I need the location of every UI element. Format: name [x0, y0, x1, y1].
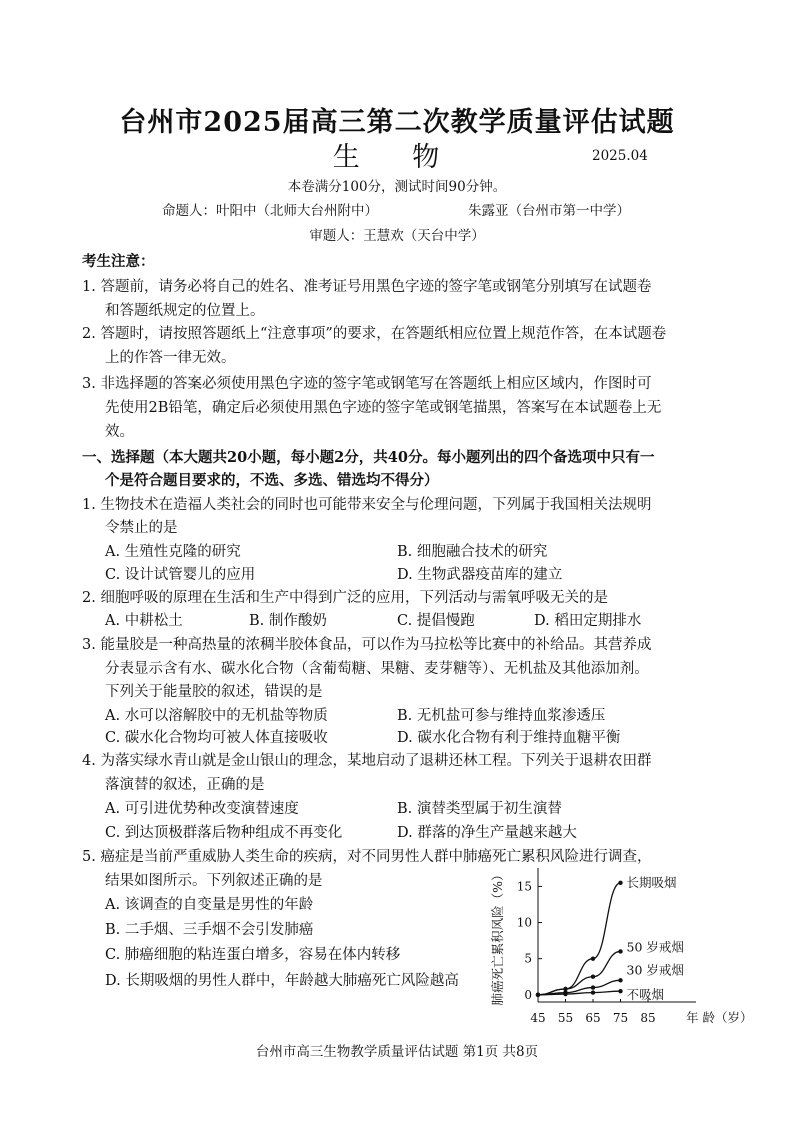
q3-option-d: D. 碳水化合物有利于维持血糖平衡 — [397, 730, 621, 746]
q2-option-d: D. 稻田定期排水 — [534, 613, 642, 629]
series-1-point-2 — [591, 975, 595, 979]
x-tick-label-45: 45 — [530, 1011, 546, 1025]
y-tick-label-10: 10 — [516, 915, 532, 930]
notice-item-3-line3: 效。 — [105, 424, 134, 440]
authors-left: 命题人：叶阳中（北师大台州附中） — [162, 203, 378, 219]
y-tick-label-5: 5 — [524, 951, 532, 966]
q4-stem-line1: 4. 为落实绿水青山就是金山银山的理念，某地启动了退耕还林工程。下列关于退耕农田群 — [82, 753, 652, 769]
q1-stem-line2: 令禁止的是 — [105, 520, 178, 536]
q1-option-b: B. 细胞融合技术的研究 — [397, 544, 548, 560]
y-tick-label-15: 15 — [516, 879, 532, 894]
q2-option-b: B. 制作酸奶 — [249, 613, 327, 629]
q1-option-d: D. 生物武器疫苗库的建立 — [397, 567, 563, 583]
exam-date: 2025.04 — [592, 148, 648, 164]
q2-option-c: C. 提倡慢跑 — [397, 613, 475, 629]
q5-stem-line1: 5. 癌症是当前严重威胁人类生命的疾病，对不同男性人群中肺癌死亡累积风险进行调查， — [82, 849, 652, 865]
page-footer: 台州市高三生物教学质量评估试题 第1页 共8页 — [255, 1044, 539, 1060]
lung-cancer-risk-chart — [488, 862, 753, 1032]
q4-option-b: B. 演替类型属于初生演替 — [397, 801, 562, 817]
x-tick-label-65: 65 — [585, 1011, 601, 1025]
notice-item-1-line1: 1. 答题前，请务必将自己的姓名、准考证号用黑色字迹的签字笔或钢笔分别填写在试题卷 — [82, 279, 652, 295]
q5-stem-line2: 结果如图所示。下列叙述正确的是 — [105, 873, 323, 889]
series-label-2: 30 岁戒烟 — [626, 962, 684, 978]
x-tick-label-75: 75 — [612, 1011, 629, 1025]
series-0-point-2 — [591, 956, 595, 960]
q1-option-a: A. 生殖性克隆的研究 — [105, 544, 241, 560]
q3-option-c: C. 碳水化合物均可被人体直接吸收 — [105, 730, 328, 746]
q3-option-a: A. 水可以溶解胶中的无机盐等物质 — [105, 708, 328, 724]
series-2-point-2 — [591, 985, 595, 989]
series-2-point-3 — [618, 978, 622, 982]
exam-info: 本卷满分100分，测试时间90分钟。 — [287, 179, 507, 195]
section1-heading-line1: 一、选择题（本大题共20小题，每小题2分，共40分。每小题列出的四个备选项中只有一 — [82, 449, 655, 466]
section1-heading-line2: 个是符合题目要求的，不选、多选、错选均不得分） — [105, 472, 439, 489]
q4-option-a: A. 可引进优势种改变演替速度 — [105, 801, 299, 817]
q1-stem-line1: 1. 生物技术在造福人类社会的同时也可能带来安全与伦理问题，下列属于我国相关法规明 — [82, 497, 652, 513]
series-3-point-2 — [591, 990, 595, 994]
authors-right: 朱露亚（台州市第一中学） — [468, 203, 630, 219]
reviewer: 审题人：王慧欢（天台中学） — [309, 228, 485, 244]
series-3-point-0 — [536, 993, 540, 997]
q4-stem-line2: 落演替的叙述，正确的是 — [105, 777, 265, 793]
series-label-0: 长期吸烟 — [626, 874, 677, 890]
series-label-3: 不吸烟 — [626, 987, 665, 1003]
q4-option-d: D. 群落的净生产量越来越大 — [397, 825, 577, 841]
q4-option-c: C. 到达顶极群落后物种组成不再变化 — [105, 825, 343, 841]
series-1-point-3 — [618, 949, 622, 953]
q3-stem-line3: 下列关于能量胶的叙述，错误的是 — [105, 684, 323, 700]
q2-stem: 2. 细胞呼吸的原理在生活和生产中得到广泛的应用，下列活动与需氧呼吸无关的是 — [82, 590, 608, 606]
q1-option-c: C. 设计试管婴儿的应用 — [105, 567, 256, 583]
notice-heading: 考生注意： — [82, 253, 155, 270]
q3-stem-line2: 分表显示含有水、碳水化合物（含葡萄糖、果糖、麦芽糖等）、无机盐及其他添加剂。 — [105, 661, 649, 677]
q5-option-d: D. 长期吸烟的男性人群中，年龄越大肺癌死亡风险越高 — [105, 973, 459, 989]
series-3-point-1 — [563, 992, 567, 996]
series-0-point-3 — [618, 881, 622, 885]
subject-title: 生 物 — [332, 142, 462, 173]
q5-option-c: C. 肺癌细胞的粘连蛋白增多，容易在体内转移 — [105, 947, 401, 963]
series-3-point-3 — [618, 989, 622, 993]
series-label-1: 50 岁戒烟 — [626, 939, 684, 955]
x-tick-label-55: 55 — [557, 1011, 574, 1025]
notice-item-3-line1: 3. 非选择题的答案必须使用黑色字迹的签字笔或钢笔写在答题纸上相应区域内，作图时可 — [82, 376, 652, 392]
notice-item-1-line2: 和答题纸规定的位置上。 — [105, 303, 265, 319]
y-axis-label: 肺癌死亡累积风险（%） — [490, 868, 505, 1006]
notice-item-2-line1: 2. 答题时，请按照答题纸上“注意事项”的要求，在答题纸相应位置上规范作答，在本试题卷 — [82, 326, 667, 342]
q5-option-a: A. 该调查的自变量是男性的年龄 — [105, 897, 314, 913]
q5-option-b: B. 二手烟、三手烟不会引发肺癌 — [105, 922, 314, 938]
q2-option-a: A. 中耕松土 — [105, 613, 183, 629]
notice-item-3-line2: 先使用2B铅笔，确定后必须使用黑色字迹的签字笔或钢笔描黑，答案写在本试题卷上无 — [105, 400, 662, 416]
x-tick-label-85: 85 — [640, 1011, 656, 1025]
x-axis-label: 年 龄（岁） — [686, 1010, 753, 1025]
q3-stem-line1: 3. 能量胶是一种高热量的浓稠半胶体食品，可以作为马拉松等比赛中的补给品。其营养成 — [82, 637, 652, 653]
page-title: 台州市2025届高三第二次教学质量评估试题 — [119, 107, 675, 138]
y-tick-label-0: 0 — [524, 987, 532, 1002]
q3-option-b: B. 无机盐可参与维持血浆渗透压 — [397, 708, 606, 724]
series-line-0 — [538, 883, 621, 995]
chart-lines — [536, 881, 623, 997]
notice-item-2-line2: 上的作答一律无效。 — [105, 350, 236, 366]
